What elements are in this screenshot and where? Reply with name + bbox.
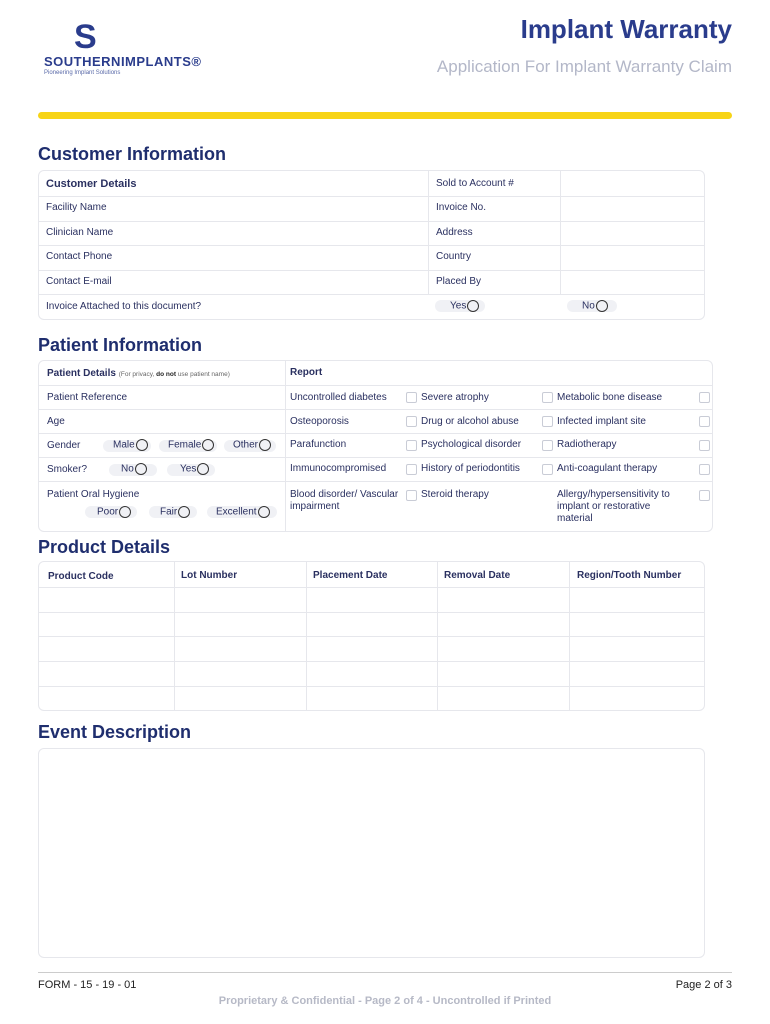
report-severe-atrophy: Severe atrophy [421, 392, 489, 403]
hygiene-fair-radio[interactable] [178, 506, 190, 518]
age-label: Age [47, 416, 65, 427]
customer-panel [38, 170, 705, 320]
report-uncontrolled-diabetes: Uncontrolled diabetes [290, 392, 387, 403]
report-blood-disorder: Blood disorder/ Vascular impairment [290, 489, 399, 512]
checkbox-anticoagulant-therapy[interactable] [699, 464, 710, 475]
invoice-no-label: Invoice No. [436, 202, 487, 213]
hygiene-poor-option[interactable] [97, 506, 131, 518]
report-steroid-therapy: Steroid therapy [421, 489, 489, 500]
patient-reference-label: Patient Reference [47, 392, 128, 403]
event-heading: Event Description [38, 722, 192, 742]
smoker-yes-label: Yes [180, 463, 197, 475]
smoker-yes-radio[interactable] [197, 463, 209, 475]
patient-panel [38, 360, 713, 532]
col-placement-date: Placement Date [313, 570, 388, 581]
gender-male-option[interactable] [113, 439, 148, 451]
gender-other-radio[interactable] [259, 439, 271, 451]
gender-female-label: Female [168, 439, 202, 451]
report-immunocompromised: Immunocompromised [290, 463, 387, 474]
invoice-no-option[interactable] [582, 300, 608, 312]
report-parafunction: Parafunction [290, 439, 347, 450]
hygiene-excellent-label: Excellent [216, 506, 257, 518]
checkbox-allergy[interactable] [699, 490, 710, 501]
oral-hygiene-label: Patient Oral Hygiene [47, 489, 140, 500]
patient-heading: Patient Information [38, 335, 203, 355]
checkbox-osteoporosis[interactable] [406, 416, 417, 427]
report-radiotherapy: Radiotherapy [557, 439, 617, 450]
smoker-label: Smoker? [47, 464, 88, 475]
hygiene-excellent-option[interactable] [216, 506, 270, 518]
invoice-yes-option[interactable] [450, 300, 479, 312]
contact-phone-label: Contact Phone [46, 251, 113, 262]
checkbox-metabolic-bone-disease[interactable] [699, 392, 710, 403]
gender-female-option[interactable] [168, 439, 214, 451]
customer-heading: Customer Information [38, 144, 227, 164]
hygiene-fair-option[interactable] [160, 506, 190, 518]
checkbox-severe-atrophy[interactable] [542, 392, 553, 403]
privacy-note-bold: do not [156, 371, 177, 378]
country-label: Country [436, 251, 472, 262]
checkbox-immunocompromised[interactable] [406, 464, 417, 475]
gender-other-label: Other [233, 439, 259, 451]
gender-label: Gender [47, 440, 81, 451]
checkbox-drug-alcohol-abuse[interactable] [542, 416, 553, 427]
patient-details-label [47, 368, 230, 379]
account-label: Sold to Account # [436, 178, 514, 189]
event-description-field[interactable] [38, 748, 705, 958]
logo-mark: S [74, 18, 95, 56]
gender-other-option[interactable] [233, 439, 271, 451]
report-periodontitis: History of periodontitis [421, 463, 520, 474]
logo-wordmark: SOUTHERNIMPLANTS® [44, 54, 202, 69]
checkbox-infected-implant-site[interactable] [699, 416, 710, 427]
confidential-notice: Proprietary & Confidential - Page 2 of 4 - Uncontrolled if Printed [218, 995, 552, 1007]
col-removal-date: Removal Date [444, 570, 511, 581]
logo-tagline: Pioneering Implant Solutions [44, 70, 121, 76]
gender-male-label: Male [113, 439, 135, 451]
checkbox-radiotherapy[interactable] [699, 440, 710, 451]
checkbox-periodontitis[interactable] [542, 464, 553, 475]
product-table [38, 561, 705, 711]
report-allergy: Allergy/hypersensitivity to implant or restorative material [557, 489, 670, 524]
gender-male-radio[interactable] [136, 439, 148, 451]
col-region-tooth: Region/Tooth Number [577, 570, 682, 581]
invoice-no-radio-label: No [582, 300, 595, 312]
product-heading: Product Details [38, 537, 171, 557]
report-psychological-disorder: Psychological disorder [421, 439, 522, 450]
checkbox-parafunction[interactable] [406, 440, 417, 451]
checkbox-blood-disorder[interactable] [406, 490, 417, 501]
checkbox-psychological-disorder[interactable] [542, 440, 553, 451]
form-id: FORM - 15 - 19 - 01 [38, 979, 137, 991]
contact-email-label: Contact E-mail [46, 276, 112, 287]
checkbox-uncontrolled-diabetes[interactable] [406, 392, 417, 403]
col-lot-number: Lot Number [181, 570, 238, 581]
invoice-yes-radio[interactable] [467, 300, 479, 312]
smoker-no-radio[interactable] [135, 463, 147, 475]
col-product-code: Product Code [48, 571, 114, 582]
smoker-no-label: No [121, 463, 134, 475]
smoker-no-option[interactable] [121, 463, 147, 475]
clinician-name-label: Clinician Name [46, 227, 114, 238]
privacy-note-prefix: (For privacy, [118, 371, 157, 378]
privacy-note-suffix: use patient name) [176, 371, 230, 378]
customer-details-label: Customer Details [46, 178, 137, 190]
hygiene-poor-radio[interactable] [119, 506, 131, 518]
gender-female-radio[interactable] [202, 439, 214, 451]
hygiene-excellent-radio[interactable] [258, 506, 270, 518]
header-divider [38, 112, 732, 119]
footer-divider [38, 972, 732, 973]
placed-by-label: Placed By [436, 276, 482, 287]
company-logo [44, 18, 294, 82]
address-label: Address [436, 227, 473, 238]
report-osteoporosis: Osteoporosis [290, 416, 349, 427]
hygiene-fair-label: Fair [160, 506, 178, 518]
facility-name-label: Facility Name [46, 202, 107, 213]
report-label: Report [290, 367, 323, 378]
page-number: Page 2 of 3 [675, 979, 732, 991]
page-title: Implant Warranty [520, 14, 732, 44]
page-subtitle: Application For Implant Warranty Claim [436, 57, 732, 76]
report-anticoagulant-therapy: Anti-coagulant therapy [557, 463, 658, 474]
invoice-attached-label: Invoice Attached to this document? [46, 301, 202, 312]
report-infected-implant-site: Infected implant site [557, 416, 646, 427]
report-metabolic-bone-disease: Metabolic bone disease [557, 392, 663, 403]
invoice-yes-label: Yes [450, 300, 467, 312]
patient-details-text: Patient Details [47, 368, 116, 379]
smoker-yes-option[interactable] [180, 463, 209, 475]
invoice-no-radio[interactable] [596, 300, 608, 312]
hygiene-poor-label: Poor [97, 506, 119, 518]
report-drug-alcohol-abuse: Drug or alcohol abuse [421, 416, 519, 427]
